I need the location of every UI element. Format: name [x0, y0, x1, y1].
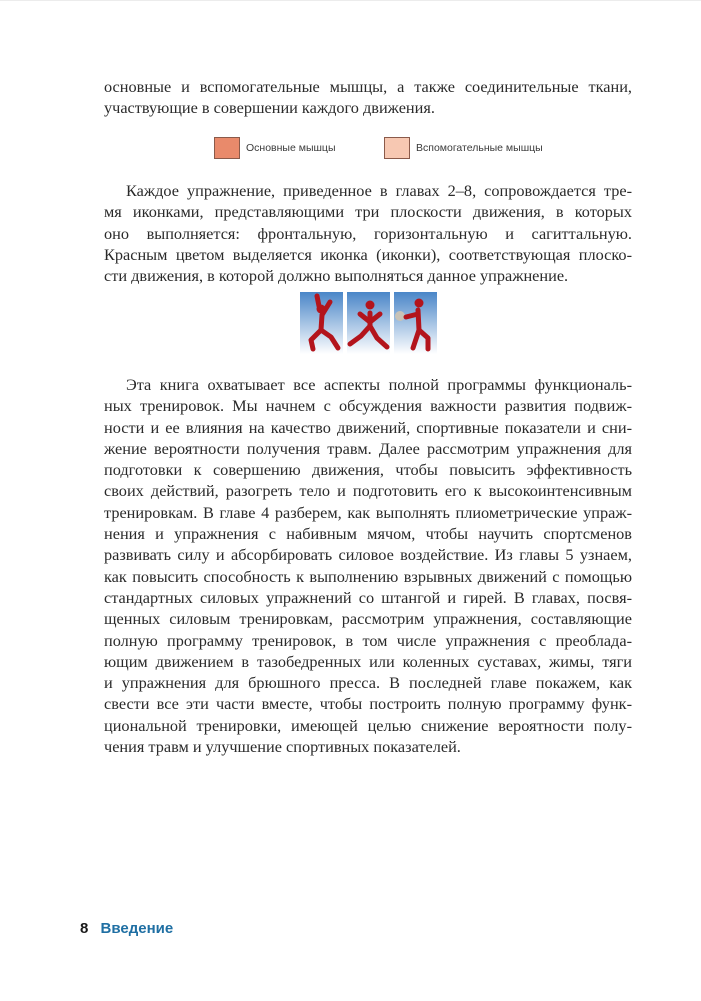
- intro-text: [104, 76, 632, 119]
- text-line: Каждое упражнение, приведенное в главах 2–8, сопровождается тре-: [126, 181, 632, 200]
- text-line: Красным цветом выделяется иконка (иконки), соответствующая плоско-: [104, 244, 632, 264]
- horizontal-plane-icon: [347, 292, 390, 354]
- text-line: развивать силу и абсорбировать силовое воздействие. Из главы 5 узнаем,: [104, 545, 632, 565]
- text-line: стандартных силовых упражнений со штангой и гирей. В главах, посвя-: [104, 587, 632, 607]
- secondary-muscle-swatch: [384, 137, 410, 159]
- legend-label-secondary: Вспомогательные мышцы: [416, 142, 543, 154]
- text-line: ющим движением в тазобедренных или коленных суставах, жимы, тяги: [104, 651, 632, 671]
- legend-label-primary: Основные мышцы: [246, 142, 336, 154]
- sagittal-plane-icon: [394, 292, 437, 354]
- section-title: Введение: [100, 920, 174, 937]
- text-line: свести все эти части вместе, чтобы построить полную программу функ-: [104, 694, 632, 714]
- paragraph-book-overview: [104, 374, 632, 757]
- text-line: оно выполняется: фронтальную, горизонтальную и сагиттальную.: [104, 223, 632, 243]
- text-line: подготовки к совершению движения, чтобы повысить эффективность: [104, 460, 632, 480]
- text-line: ности и ее влияния на качество движений, спортивные показатели и сни-: [104, 417, 632, 437]
- text-line: ных тренировок. Мы начнем с обсуждения важности развития подвиж-: [104, 396, 632, 416]
- primary-muscle-swatch: [214, 137, 240, 159]
- legend-item-secondary: [384, 136, 543, 160]
- frontal-plane-icon: [300, 292, 343, 354]
- text-line: как повысить способность к выполнению взрывных движений с помощью: [104, 566, 632, 586]
- text-line: основные и вспомогательные мышцы, а также соединительные ткани,: [104, 77, 632, 96]
- movement-plane-icons: [300, 292, 437, 354]
- text-line: нения и упражнения с набивным мячом, чтобы научить спортсменов: [104, 524, 632, 544]
- legend-item-primary: [214, 136, 336, 160]
- text-line: своих действий, разогреть тело и подготовить его к высокоинтенсивным: [104, 481, 632, 501]
- text-line: и упражнения для брюшного пресса. В последней главе покажем, как: [104, 673, 632, 693]
- text-line: циональной тренировки, имеющей целью снижение вероятности полу-: [104, 715, 632, 735]
- medicine-ball-icon: [395, 311, 405, 321]
- text-line: тренировкам. В главе 4 разберем, как выполнять плиометрические упраж-: [104, 502, 632, 522]
- text-line: мя иконками, представляющими три плоскости движения, в которых: [104, 202, 632, 222]
- text-line: Эта книга охватывает все аспекты полной программы функциональ-: [126, 375, 632, 394]
- muscle-legend: [214, 136, 574, 160]
- text-line: сти движения, в которой должно выполняться данное упражнение.: [104, 266, 569, 286]
- text-line: чения травм и улучшение спортивных показателей.: [104, 737, 461, 757]
- page-number: 8: [80, 920, 89, 937]
- paragraph-planes: [104, 180, 632, 286]
- top-rule: [0, 0, 701, 1]
- text-line: щенных силовым тренировкам, рассмотрим упражнения, составляющие: [104, 609, 632, 629]
- text-line: полную программу тренировок, в том числе упражнения с преоблада-: [104, 630, 632, 650]
- text-line: участвующие в совершении каждого движения.: [104, 98, 435, 118]
- page-footer: [80, 920, 173, 937]
- text-line: жение вероятности получения травм. Далее рассмотрим упражнения для: [104, 438, 632, 458]
